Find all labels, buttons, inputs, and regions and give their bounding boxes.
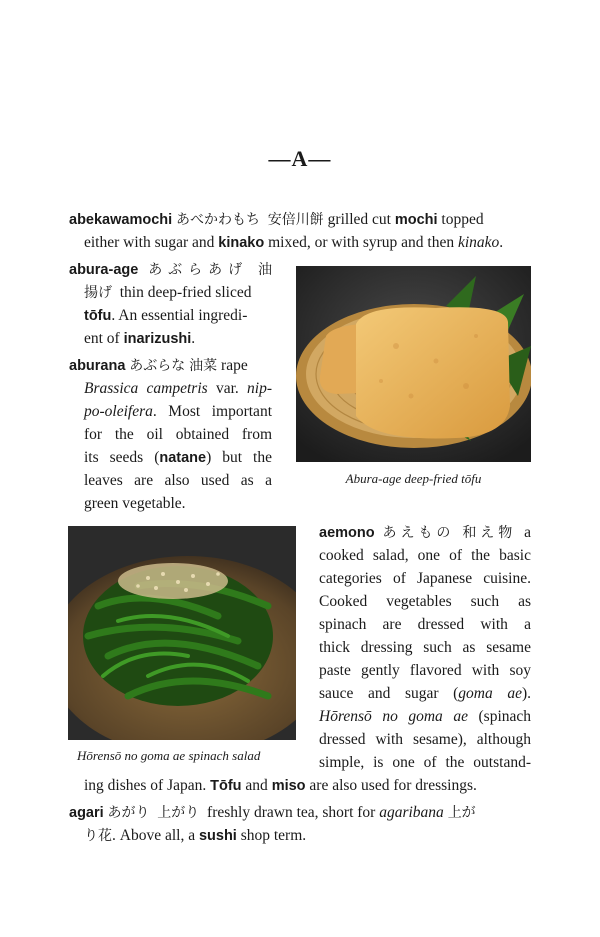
headword: abura-age	[69, 262, 139, 278]
entry-aburana-line4: for the oil obtained from	[84, 426, 272, 443]
entry-aemono-line10: dressed with sesame), although	[319, 731, 531, 748]
text: ent of	[84, 330, 120, 347]
keyword: sushi	[198, 828, 237, 844]
entry-aemono-line7: paste gently flavored with soy	[319, 662, 531, 679]
entry-aemono-line4: Cooked vegetables such as	[319, 593, 531, 610]
keyword: natane	[159, 450, 207, 466]
keyword: Tōfu	[210, 778, 242, 794]
keyword: miso	[271, 778, 306, 794]
text: its seeds (	[84, 449, 160, 466]
entry-aemono-line1	[319, 521, 531, 545]
spinach-salad-caption: Hōrensō no goma ae spinach salad	[77, 748, 261, 763]
kana: あえもの	[382, 525, 455, 541]
text: var.	[215, 380, 239, 397]
text: ) but the	[206, 449, 272, 466]
text: grilled cut	[327, 211, 391, 228]
italic-term: kinako	[457, 234, 500, 251]
entry-aemono-line9	[319, 705, 531, 728]
text: mixed, or with syrup and then	[268, 234, 455, 251]
entry-aburana-line2	[84, 377, 272, 400]
kanji: 揚げ	[84, 285, 112, 301]
text: freshly drawn tea, short for	[207, 804, 376, 821]
text: (spinach	[478, 708, 532, 725]
headword: aemono	[319, 525, 375, 541]
text: rape	[221, 357, 248, 374]
entry-aemono-line11: simple, is one of the outstand-	[319, 754, 531, 771]
spinach-salad-illustration	[68, 526, 296, 740]
keyword: inarizushi	[123, 331, 192, 347]
entry-aburana-line5	[84, 446, 272, 470]
italic-term: nip-	[247, 380, 272, 397]
abura-age-caption: Abura-age deep-fried tōfu	[345, 471, 482, 486]
text: and	[245, 777, 268, 794]
italic-term: goma ae	[458, 685, 522, 702]
text: .	[191, 330, 196, 347]
keyword: tōfu	[84, 308, 112, 324]
kanji: 上がり	[157, 805, 200, 821]
entry-abura-age-line3	[84, 304, 247, 328]
kana: あぶらな	[129, 358, 186, 374]
italic-term: agaribana	[379, 804, 444, 821]
entry-aemono-line2: cooked salad, one of the basic	[319, 547, 531, 564]
entry-aemono-line3: categories of Japanese cuisine.	[319, 570, 531, 587]
text: ).	[521, 685, 531, 702]
text: . Most important	[152, 403, 272, 420]
kana: あぶらあげ	[148, 262, 249, 278]
italic-term: po-oleifera	[84, 403, 153, 420]
headword: aburana	[69, 358, 126, 374]
text: are also used for dressings.	[309, 777, 477, 794]
kanji: 安倍川餅	[267, 212, 324, 228]
entry-aburana-line1	[69, 354, 248, 378]
text: sauce and sugar (	[319, 685, 459, 702]
text: shop term.	[240, 827, 307, 844]
text: either with sugar and	[84, 234, 215, 251]
text: .	[499, 234, 504, 251]
keyword: kinako	[218, 235, 265, 251]
italic-term: Brassica campetris	[84, 380, 208, 397]
headword: abekawamochi	[69, 212, 173, 228]
entry-aemono-line8	[319, 682, 531, 705]
text: ing dishes of Japan.	[84, 777, 207, 794]
text: topped	[441, 211, 484, 228]
entry-aburana-line6: leaves are also used as a	[84, 472, 272, 489]
keyword: mochi	[394, 212, 438, 228]
entry-abura-age-line1	[69, 258, 272, 282]
kana: あべかわもち	[176, 212, 261, 228]
kana: あがり	[107, 805, 150, 821]
italic-term: Hōrensō no goma ae	[319, 708, 468, 725]
abura-age-photo	[296, 266, 531, 462]
text: a	[524, 524, 532, 541]
kanji: り花	[84, 828, 112, 844]
entry-aburana-line7: green vegetable.	[84, 495, 186, 512]
entry-abekawamochi-line2	[84, 231, 503, 255]
entry-agari-line1	[69, 801, 476, 825]
entry-abekawamochi-line1	[69, 208, 484, 232]
section-letter-header: —A—	[268, 146, 332, 171]
kanji: 和え物	[462, 525, 517, 541]
entry-aburana-line3	[84, 400, 272, 423]
text: . An essential ingredi-	[111, 307, 248, 324]
kanji: 上が	[447, 805, 476, 821]
kanji: 油菜	[189, 358, 218, 374]
entry-aemono-line5: spinach are dressed with a	[319, 616, 531, 633]
entry-agari-line2	[84, 824, 306, 848]
abura-age-illustration	[296, 266, 531, 462]
kanji: 油	[258, 262, 273, 278]
spinach-salad-photo	[68, 526, 296, 740]
entry-aemono-line12	[84, 774, 477, 798]
entry-aemono-line6: thick dressing such as sesame	[319, 639, 531, 656]
text: . Above all, a	[112, 827, 196, 844]
entry-abura-age-line2	[84, 281, 251, 305]
headword: agari	[69, 805, 104, 821]
entry-abura-age-line4	[84, 327, 195, 351]
text: thin deep-fried sliced	[119, 284, 252, 301]
